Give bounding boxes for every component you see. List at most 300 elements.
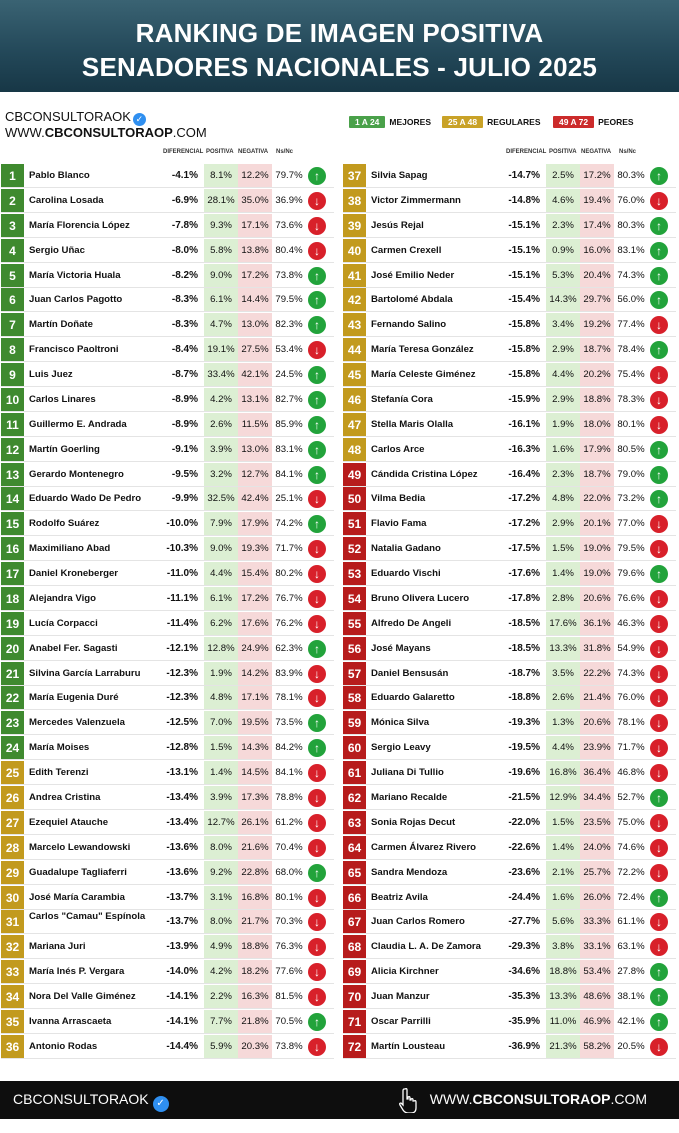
senator-name: Ivanna Arrascaeta [29, 1015, 112, 1027]
nsnc-value: 78.1% [617, 717, 645, 729]
row-divider [343, 436, 676, 437]
nsnc-value: 38.1% [617, 991, 645, 1003]
footer-url-bold: CBCONSULTORAOP [472, 1091, 611, 1107]
nsnc-value: 79.5% [275, 294, 303, 306]
rank-number: 27 [1, 811, 24, 835]
verified-icon: ✓ [153, 1096, 169, 1112]
positiva-value: 1.5% [546, 811, 580, 835]
diferencial-value: -35.9% [508, 1015, 540, 1027]
diferencial-value: -8.9% [171, 393, 198, 405]
table-row [1, 363, 334, 387]
row-divider [1, 660, 334, 661]
row-divider [1, 1033, 334, 1034]
rank-number: 59 [343, 711, 366, 735]
senator-name: Sandra Mendoza [371, 866, 448, 878]
senator-name: Sonia Rojas Decut [371, 816, 456, 828]
senator-name: Carlos Linares [29, 393, 96, 405]
nsnc-value: 25.1% [275, 493, 303, 505]
arrow-down-icon: ↓ [650, 913, 668, 931]
table-row [343, 612, 676, 636]
positiva-value: 4.2% [204, 960, 238, 984]
table-row [343, 512, 676, 536]
positiva-value: 13.3% [546, 637, 580, 661]
nsnc-value: 78.1% [275, 692, 303, 704]
table-row [1, 861, 334, 885]
arrow-up-icon: ↑ [650, 466, 668, 484]
positiva-value: 11.0% [546, 1010, 580, 1034]
rank-number: 34 [1, 985, 24, 1009]
brand-name [5, 109, 146, 126]
row-divider [343, 287, 676, 288]
negativa-value: 16.0% [580, 239, 614, 263]
rank-number: 26 [1, 786, 24, 810]
row-divider [343, 237, 676, 238]
rank-number: 64 [343, 836, 366, 860]
diferencial-value: -9.5% [171, 468, 198, 480]
row-divider [1, 411, 334, 412]
row-divider [1, 859, 334, 860]
negativa-value: 36.4% [580, 761, 614, 785]
diferencial-value: -22.0% [508, 816, 540, 828]
diferencial-value: -27.7% [508, 916, 540, 928]
nsnc-value: 63.1% [617, 941, 645, 953]
negativa-value: 17.2% [238, 264, 272, 288]
nsnc-value: 70.4% [275, 841, 303, 853]
brand-url-prefix: WWW. [5, 125, 45, 140]
negativa-value: 23.5% [580, 811, 614, 835]
table-row [1, 388, 334, 412]
negativa-value: 17.2% [238, 587, 272, 611]
diferencial-value: -9.9% [171, 493, 198, 505]
rank-number: 72 [343, 1035, 366, 1059]
table-row [1, 662, 334, 686]
nsnc-value: 72.4% [617, 891, 645, 903]
row-divider [343, 685, 676, 686]
positiva-value: 14.3% [546, 288, 580, 312]
negativa-value: 17.2% [580, 164, 614, 188]
table-row [343, 363, 676, 387]
rank-number: 10 [1, 388, 24, 412]
nsnc-value: 83.1% [617, 244, 645, 256]
nsnc-value: 73.6% [275, 219, 303, 231]
positiva-value: 8.0% [204, 910, 238, 934]
negativa-value: 18.2% [238, 960, 272, 984]
row-divider [1, 311, 334, 312]
rank-number: 53 [343, 562, 366, 586]
diferencial-value: -8.0% [171, 244, 198, 256]
diferencial-value: -17.8% [508, 592, 540, 604]
row-divider [343, 784, 676, 785]
table-row [1, 537, 334, 561]
senator-name: Mercedes Valenzuela [29, 717, 125, 729]
row-divider [343, 535, 676, 536]
nsnc-value: 73.5% [275, 717, 303, 729]
arrow-up-icon: ↑ [308, 366, 326, 384]
nsnc-value: 70.5% [275, 1015, 303, 1027]
footer-url[interactable] [430, 1091, 647, 1107]
arrow-up-icon: ↑ [650, 963, 668, 981]
table-row [1, 214, 334, 238]
table-row [343, 761, 676, 785]
negativa-value: 11.5% [238, 413, 272, 437]
positiva-value: 33.4% [204, 363, 238, 387]
row-divider [1, 1008, 334, 1009]
nsnc-value: 85.9% [275, 418, 303, 430]
negativa-value: 17.4% [580, 214, 614, 238]
diferencial-value: -12.3% [166, 667, 198, 679]
footer-brand-label: CBCONSULTORAOK [13, 1091, 149, 1107]
rank-number: 30 [1, 886, 24, 910]
nsnc-value: 78.4% [617, 344, 645, 356]
negativa-value: 46.9% [580, 1010, 614, 1034]
positiva-value: 2.9% [546, 388, 580, 412]
negativa-value: 35.0% [238, 189, 272, 213]
positiva-value: 8.0% [204, 836, 238, 860]
diferencial-value: -34.6% [508, 966, 540, 978]
diferencial-value: -13.4% [166, 792, 198, 803]
senator-name: Cándida Cristina López [371, 468, 478, 480]
nsnc-value: 84.1% [275, 468, 303, 480]
senator-name: Eduardo Galaretto [371, 692, 455, 704]
table-row [343, 662, 676, 686]
negativa-value: 16.8% [238, 886, 272, 910]
row-divider [1, 361, 334, 362]
rank-number: 57 [343, 662, 366, 686]
table-row [1, 463, 334, 487]
positiva-value: 5.6% [546, 910, 580, 934]
senator-name: Andrea Cristina [29, 792, 101, 803]
positiva-value: 4.7% [204, 313, 238, 337]
brand-url[interactable] [5, 125, 207, 140]
col-header-diferencial-right: DIFERENCIAL [506, 149, 547, 155]
table-row [343, 836, 676, 860]
table-row [1, 736, 334, 760]
positiva-value: 19.1% [204, 338, 238, 362]
senator-name: Rodolfo Suárez [29, 518, 100, 530]
negativa-value: 22.0% [580, 487, 614, 511]
negativa-value: 21.6% [238, 836, 272, 860]
rank-number: 31 [1, 910, 24, 934]
diferencial-value: -36.9% [508, 1040, 540, 1052]
positiva-value: 2.2% [204, 985, 238, 1009]
nsnc-value: 79.7% [275, 170, 303, 181]
positiva-value: 13.3% [546, 985, 580, 1009]
arrow-down-icon: ↓ [650, 714, 668, 732]
diferencial-value: -14.7% [508, 170, 540, 181]
arrow-down-icon: ↓ [308, 789, 326, 807]
negativa-value: 12.2% [238, 164, 272, 188]
arrow-down-icon: ↓ [650, 839, 668, 857]
arrow-down-icon: ↓ [650, 540, 668, 558]
arrow-down-icon: ↓ [650, 1038, 668, 1056]
row-divider [343, 1058, 676, 1059]
rank-number: 63 [343, 811, 366, 835]
arrow-up-icon: ↑ [650, 167, 668, 185]
nsnc-value: 75.4% [617, 369, 645, 381]
negativa-value: 21.4% [580, 686, 614, 710]
senator-name: José Emilio Neder [371, 269, 455, 281]
nsnc-value: 42.1% [617, 1015, 645, 1027]
rank-number: 54 [343, 587, 366, 611]
positiva-value: 2.9% [546, 512, 580, 536]
negativa-value: 34.4% [580, 786, 614, 810]
positiva-value: 9.2% [204, 861, 238, 885]
positiva-value: 1.9% [546, 413, 580, 437]
arrow-up-icon: ↑ [308, 515, 326, 533]
arrow-down-icon: ↓ [650, 316, 668, 334]
diferencial-value: -6.9% [171, 194, 198, 206]
row-divider [1, 884, 334, 885]
nsnc-value: 80.1% [275, 891, 303, 903]
rank-number: 65 [343, 861, 366, 885]
nsnc-value: 74.3% [617, 269, 645, 281]
nsnc-value: 76.2% [275, 617, 303, 629]
footer-url-suffix: .COM [610, 1091, 647, 1107]
nsnc-value: 61.1% [617, 916, 645, 928]
table-row [343, 288, 676, 312]
table-row [1, 288, 334, 312]
table-row [343, 338, 676, 362]
senator-name: Pablo Blanco [29, 170, 90, 181]
negativa-value: 25.7% [580, 861, 614, 885]
positiva-value: 12.8% [204, 637, 238, 661]
nsnc-value: 73.8% [275, 1040, 303, 1052]
nsnc-value: 46.8% [617, 767, 645, 779]
arrow-down-icon: ↓ [308, 839, 326, 857]
rank-number: 11 [1, 413, 24, 437]
row-divider [1, 262, 334, 263]
table-row [343, 935, 676, 959]
arrow-up-icon: ↑ [650, 267, 668, 285]
rank-number: 33 [1, 960, 24, 984]
rank-number: 15 [1, 512, 24, 536]
nsnc-value: 46.3% [617, 617, 645, 629]
pointer-hand-icon [398, 1087, 418, 1113]
table-row [343, 264, 676, 288]
senator-name: Juan Carlos Romero [371, 916, 465, 928]
nsnc-value: 77.4% [617, 319, 645, 331]
nsnc-value: 79.6% [617, 568, 645, 580]
page-header [0, 0, 679, 92]
senator-name: Sergio Leavy [371, 742, 431, 754]
positiva-value: 7.9% [204, 512, 238, 536]
negativa-value: 26.0% [580, 886, 614, 910]
diferencial-value: -13.1% [166, 767, 198, 779]
senator-name: Bartolomé Abdala [371, 294, 453, 306]
nsnc-value: 62.3% [275, 642, 303, 654]
arrow-down-icon: ↓ [308, 540, 326, 558]
positiva-value: 2.8% [546, 587, 580, 611]
table-row [343, 463, 676, 487]
negativa-value: 20.2% [580, 363, 614, 387]
nsnc-value: 75.0% [617, 816, 645, 828]
row-divider [1, 958, 334, 959]
row-divider [343, 336, 676, 337]
negativa-value: 14.3% [238, 736, 272, 760]
table-row [343, 910, 676, 934]
negativa-value: 42.4% [238, 487, 272, 511]
arrow-down-icon: ↓ [650, 366, 668, 384]
negativa-value: 18.8% [238, 935, 272, 959]
row-divider [343, 361, 676, 362]
diferencial-value: -35.3% [508, 991, 540, 1003]
nsnc-value: 81.5% [275, 991, 303, 1003]
negativa-value: 20.1% [580, 512, 614, 536]
positiva-value: 12.7% [204, 811, 238, 835]
legend-label-regular: REGULARES [487, 116, 541, 127]
table-row [343, 811, 676, 835]
senator-name: Vilma Bedia [371, 493, 426, 505]
nsnc-value: 71.7% [275, 543, 303, 555]
positiva-value: 2.6% [546, 686, 580, 710]
arrow-up-icon: ↑ [650, 341, 668, 359]
row-divider [1, 237, 334, 238]
negativa-value: 19.0% [580, 562, 614, 586]
table-row [1, 711, 334, 735]
diferencial-value: -12.1% [166, 642, 198, 654]
senator-name: Anabel Fer. Sagasti [29, 642, 118, 654]
positiva-value: 4.8% [546, 487, 580, 511]
row-divider [1, 909, 334, 910]
positiva-value: 9.3% [204, 214, 238, 238]
arrow-down-icon: ↓ [650, 192, 668, 210]
senator-name: Silvina García Larraburu [29, 667, 141, 679]
table-row [343, 487, 676, 511]
senator-name: Lucía Corpacci [29, 617, 98, 629]
rank-number: 41 [343, 264, 366, 288]
arrow-up-icon: ↑ [308, 391, 326, 409]
diferencial-value: -18.8% [508, 692, 540, 704]
row-divider [343, 958, 676, 959]
row-divider [343, 859, 676, 860]
senator-name: Mariana Juri [29, 941, 86, 953]
negativa-value: 17.3% [238, 786, 272, 810]
positiva-value: 32.5% [204, 487, 238, 511]
col-header-positiva: POSITIVA [206, 149, 234, 155]
senator-name: Daniel Bensusán [371, 667, 449, 679]
col-header-negativa: NEGATIVA [238, 149, 269, 155]
nsnc-value: 80.3% [617, 170, 645, 181]
negativa-value: 13.0% [238, 438, 272, 462]
positiva-value: 7.7% [204, 1010, 238, 1034]
diferencial-value: -14.1% [166, 991, 198, 1003]
row-divider [343, 734, 676, 735]
diferencial-value: -4.1% [171, 170, 198, 181]
diferencial-value: -16.3% [508, 443, 540, 455]
row-divider [1, 834, 334, 835]
arrow-down-icon: ↓ [308, 689, 326, 707]
positiva-value: 21.3% [546, 1035, 580, 1059]
arrow-up-icon: ↑ [308, 864, 326, 882]
row-divider [1, 436, 334, 437]
rank-number: 12 [1, 438, 24, 462]
negativa-value: 23.9% [580, 736, 614, 760]
positiva-value: 2.6% [204, 413, 238, 437]
negativa-value: 36.1% [580, 612, 614, 636]
negativa-value: 21.7% [238, 910, 272, 934]
table-row [1, 910, 334, 934]
nsnc-value: 80.1% [617, 418, 645, 430]
table-row [1, 836, 334, 860]
negativa-value: 19.3% [238, 537, 272, 561]
senator-name: Juan Carlos Pagotto [29, 294, 123, 306]
rank-number: 42 [343, 288, 366, 312]
senator-name: Nora Del Valle Giménez [29, 991, 136, 1003]
nsnc-value: 61.2% [275, 816, 303, 828]
table-row [1, 438, 334, 462]
table-row [1, 587, 334, 611]
arrow-down-icon: ↓ [650, 615, 668, 633]
rank-number: 18 [1, 587, 24, 611]
table-row [343, 686, 676, 710]
row-divider [343, 510, 676, 511]
senator-name: Carmen Crexell [371, 244, 442, 256]
rank-number: 35 [1, 1010, 24, 1034]
diferencial-value: -15.1% [508, 269, 540, 281]
negativa-value: 33.3% [580, 910, 614, 934]
rank-number: 48 [343, 438, 366, 462]
row-divider [343, 709, 676, 710]
diferencial-value: -13.7% [166, 891, 198, 903]
rank-number: 68 [343, 935, 366, 959]
col-header-negativa-right: NEGATIVA [581, 149, 612, 155]
arrow-down-icon: ↓ [650, 391, 668, 409]
row-divider [343, 834, 676, 835]
row-divider [1, 685, 334, 686]
diferencial-value: -14.8% [508, 194, 540, 206]
rank-number: 22 [1, 686, 24, 710]
senator-name: Guadalupe Tagliaferri [29, 866, 127, 878]
row-divider [343, 311, 676, 312]
row-divider [1, 287, 334, 288]
arrow-down-icon: ↓ [308, 192, 326, 210]
nsnc-value: 24.5% [275, 369, 303, 381]
positiva-value: 4.4% [546, 363, 580, 387]
nsnc-value: 83.9% [275, 667, 303, 679]
diferencial-value: -15.8% [508, 319, 540, 331]
nsnc-value: 56.0% [617, 294, 645, 306]
rank-number: 19 [1, 612, 24, 636]
negativa-value: 20.6% [580, 587, 614, 611]
senator-name: Eduardo Wado De Pedro [29, 493, 142, 505]
positiva-value: 3.1% [204, 886, 238, 910]
senator-name: Jesús Rejal [371, 219, 424, 231]
table-row [1, 985, 334, 1009]
rank-number: 47 [343, 413, 366, 437]
senator-name: Daniel Kroneberger [29, 568, 119, 580]
senator-name: María Celeste Giménez [371, 369, 476, 381]
senator-name: Claudia L. A. De Zamora [371, 941, 481, 953]
arrow-down-icon: ↓ [308, 490, 326, 508]
negativa-value: 12.7% [238, 463, 272, 487]
arrow-down-icon: ↓ [308, 889, 326, 907]
nsnc-value: 54.9% [617, 642, 645, 654]
senator-name: Antonio Rodas [29, 1040, 98, 1052]
positiva-value: 2.5% [546, 164, 580, 188]
diferencial-value: -8.7% [171, 369, 198, 381]
positiva-value: 3.2% [204, 463, 238, 487]
senator-name: Alejandra Vigo [29, 592, 96, 604]
positiva-value: 5.9% [204, 1035, 238, 1059]
senator-name: María Inés P. Vergara [29, 966, 125, 978]
row-divider [1, 709, 334, 710]
arrow-down-icon: ↓ [650, 590, 668, 608]
nsnc-value: 78.3% [617, 393, 645, 405]
nsnc-value: 74.3% [617, 667, 645, 679]
negativa-value: 26.1% [238, 811, 272, 835]
diferencial-value: -10.0% [166, 518, 198, 530]
negativa-value: 19.0% [580, 537, 614, 561]
